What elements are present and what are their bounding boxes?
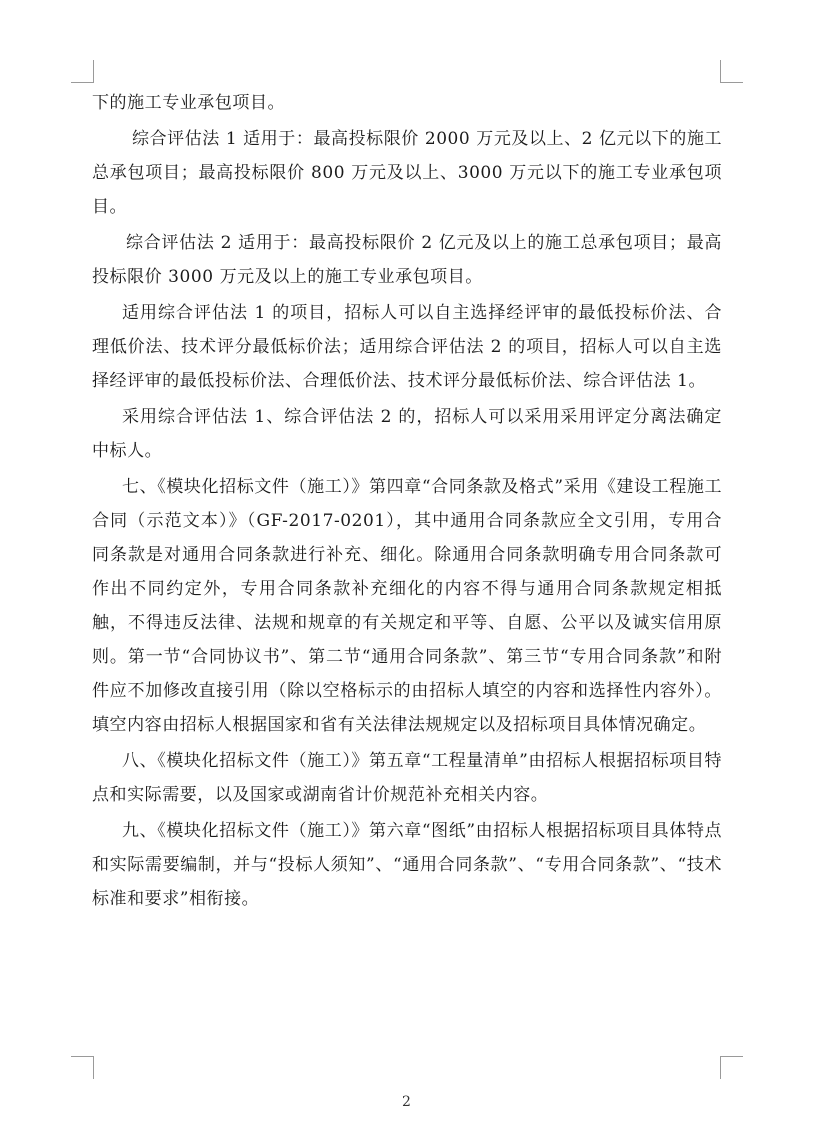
page-corner-mark-bottom-left bbox=[71, 1056, 94, 1079]
page-corner-mark-top-left bbox=[71, 60, 94, 83]
paragraph-section-seven: 七、《模块化招标文件（施工）》第四章“合同条款及格式”采用《建设工程施工合同（示范文本）》（GF-2017-0201），其中通用合同条款应全文引用，专用合同条款是对通用合同条款进行补充、细化。除通用合同条款明确专用合同条款可作出不同约定外，专用合同条款补充细化的内容不得与通用合同条款规定相抵触，不得违反法律、法规和规章的有关规定和平等、自愿、公平以及诚实信用原则。第一节“合同协议书”、第二节“通用合同条款”、第三节“专用合同条款”和附件应不加修改直接引用（除以空格标示的由招标人填空的内容和选择性内容外）。填空内容由招标人根据国家和省有关法律法规规定以及招标项目具体情况确定。 bbox=[92, 477, 722, 735]
page-corner-mark-bottom-right bbox=[720, 1056, 743, 1079]
page-corner-mark-top-right bbox=[720, 60, 743, 83]
paragraph-method-2-scope: 综合评估法 2 适用于：最高投标限价 2 亿元及以上的施工总承包项目；最高投标限价 3000 万元及以上的施工专业承包项目。 bbox=[92, 233, 722, 287]
document-body bbox=[92, 86, 722, 916]
paragraph-separation-method: 采用综合评估法 1、综合评估法 2 的，招标人可以采用采用评定分离法确定中标人。 bbox=[92, 407, 722, 461]
paragraph-method-selection: 适用综合评估法 1 的项目，招标人可以自主选择经评审的最低投标价法、合理低价法、技术评分最低标价法；适用综合评估法 2 的项目，招标人可以自主选择经评审的最低投标价法、合理低价法、技术评分最低标价法、综合评估法 1。 bbox=[92, 303, 722, 391]
paragraph-section-eight: 八、《模块化招标文件（施工）》第五章“工程量清单”由招标人根据招标项目特点和实际需要，以及国家或湖南省计价规范补充相关内容。 bbox=[92, 751, 722, 805]
page-number: 2 bbox=[402, 1094, 411, 1110]
paragraph-section-nine: 九、《模块化招标文件（施工）》第六章“图纸”由招标人根据招标项目具体特点和实际需要编制，并与“投标人须知”、“通用合同条款”、“专用合同条款”、“技术标准和要求”相衔接。 bbox=[92, 821, 722, 909]
paragraph-continuation: 下的施工专业承包项目。 bbox=[92, 93, 286, 113]
paragraph-method-1-scope: 综合评估法 1 适用于：最高投标限价 2000 万元及以上、2 亿元以下的施工总承包项目；最高投标限价 800 万元及以上、3000 万元以下的施工专业承包项目。 bbox=[92, 129, 722, 217]
